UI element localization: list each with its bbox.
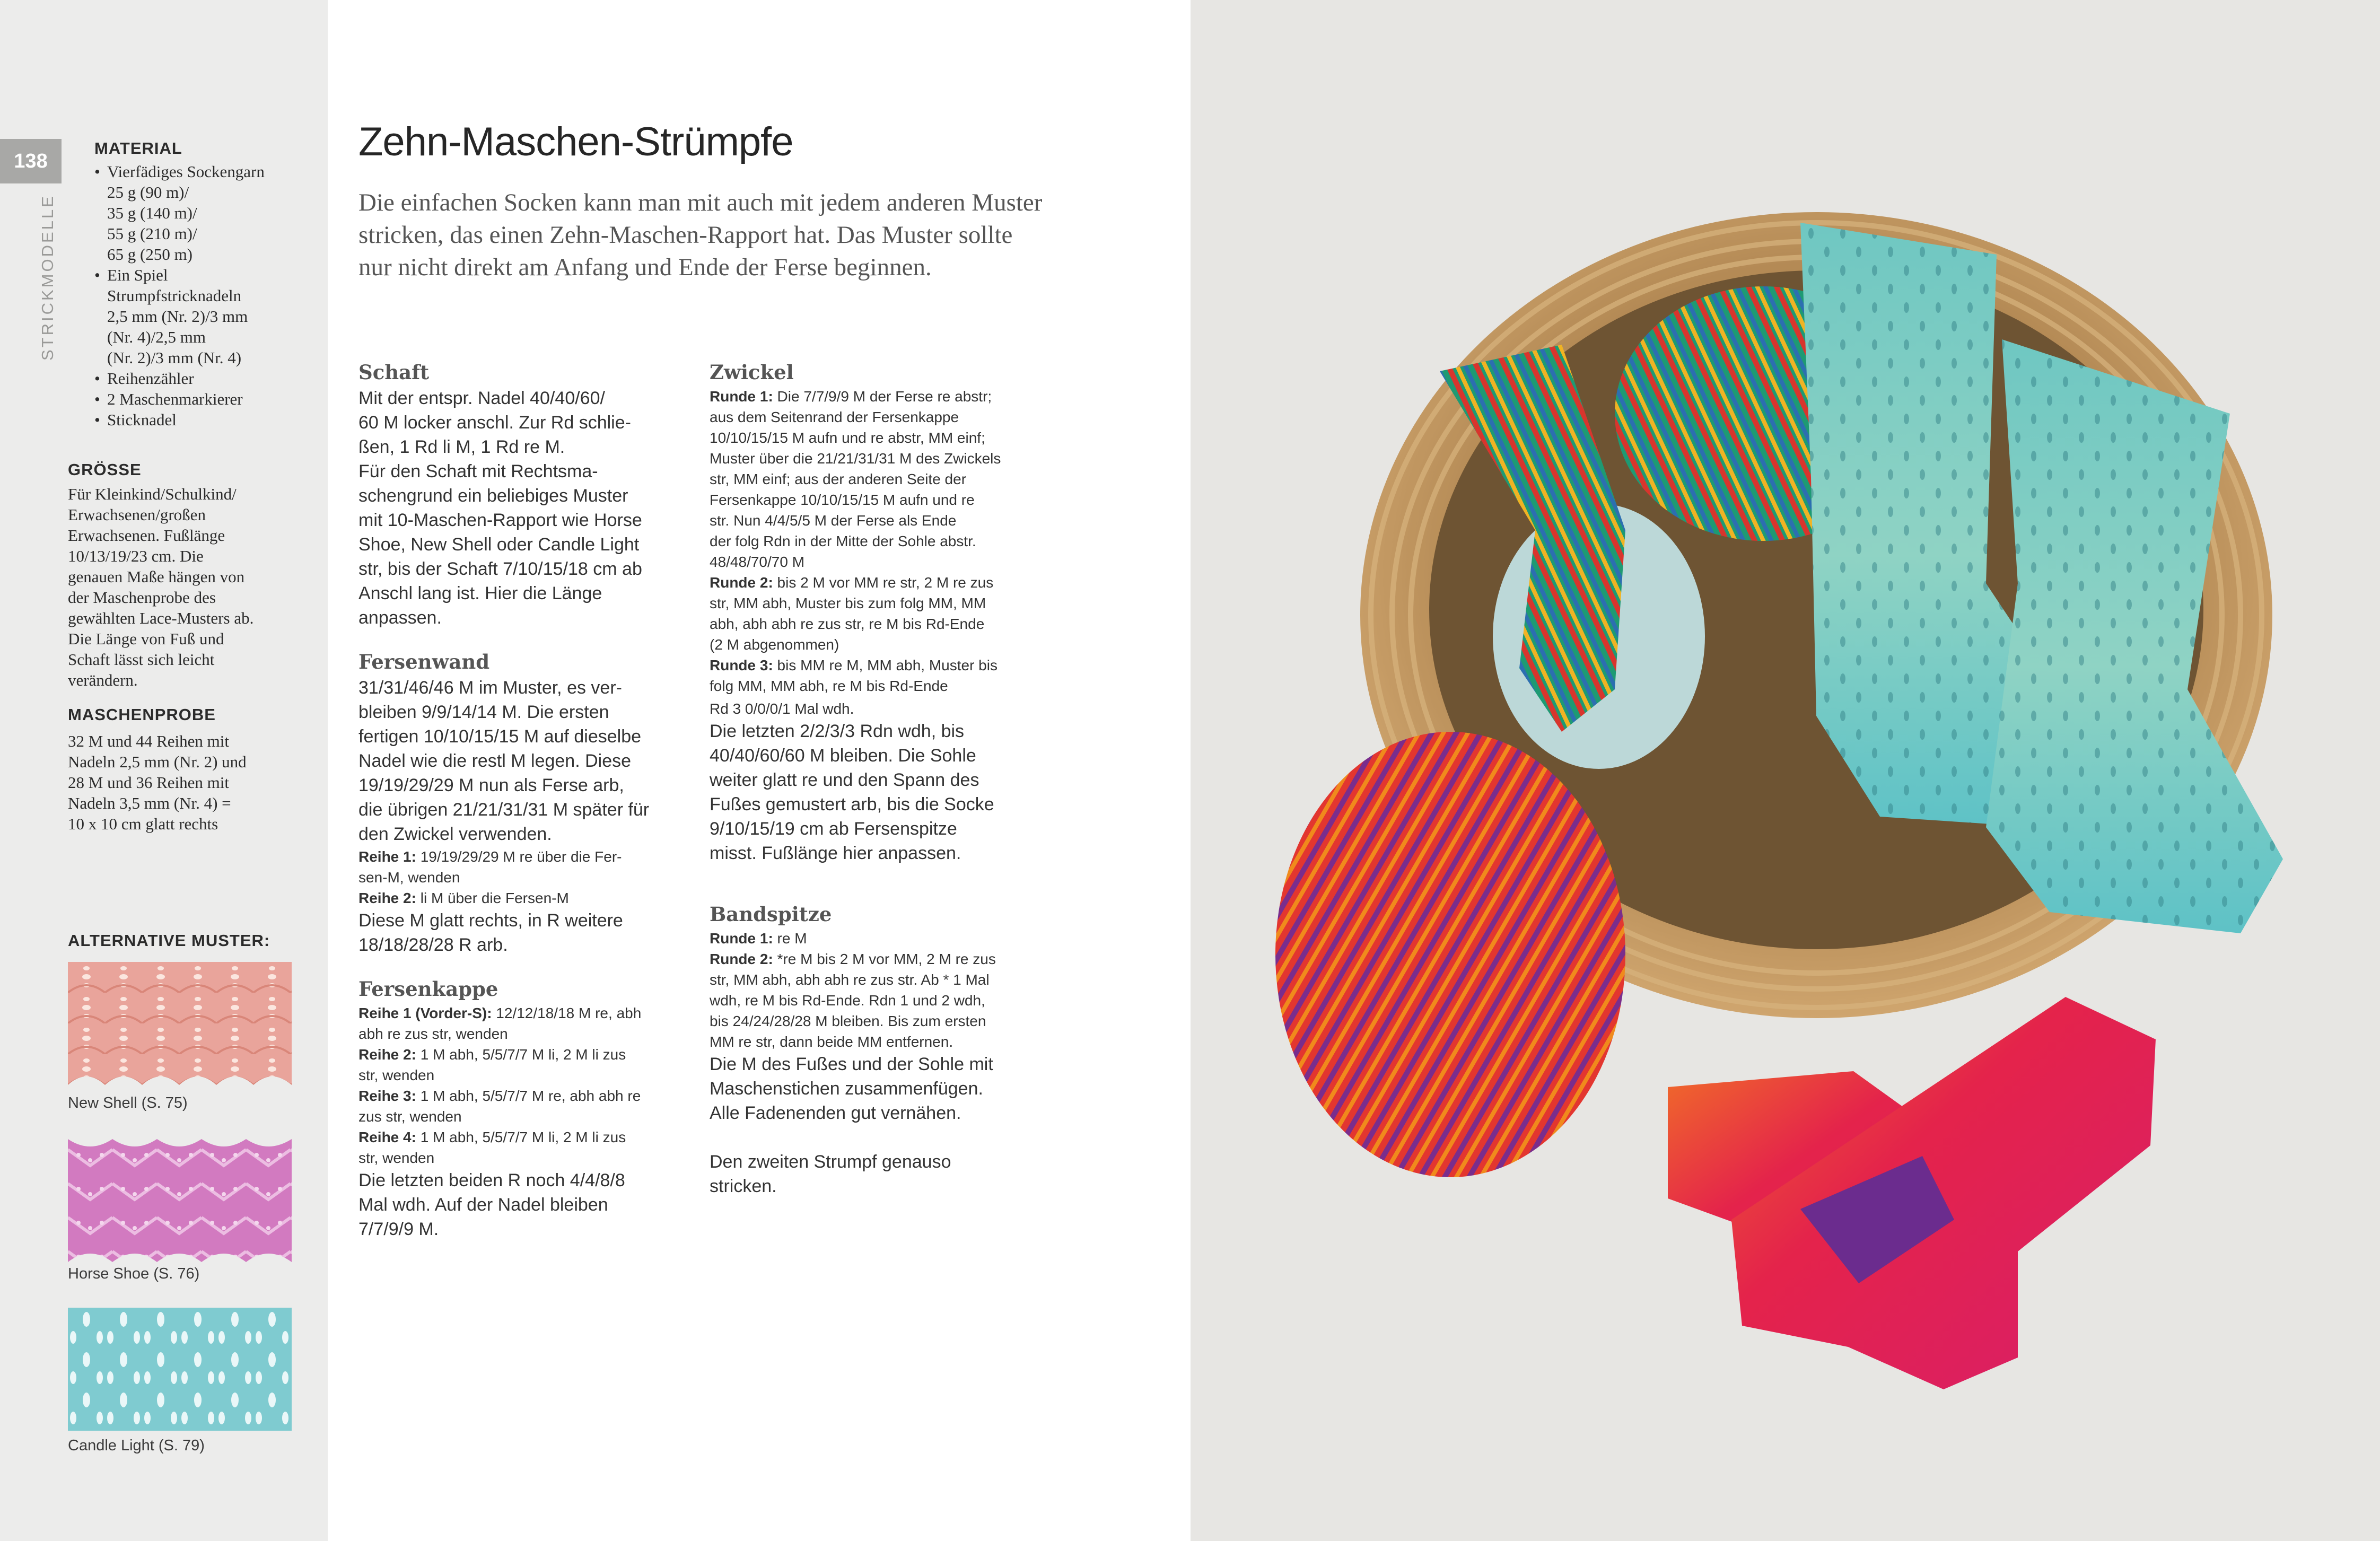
material-item: • Reihenzähler [94, 368, 322, 389]
material-item: • Sticknadel [94, 409, 322, 430]
new-shell-caption: New Shell (S. 75) [68, 1095, 188, 1111]
groesse-heading: GRÖSSE [68, 460, 142, 479]
fersenkappe-heading: Fersenkappe [358, 977, 498, 1001]
fersenwand-row: Reihe 2: li M über die Fersen-M [358, 890, 569, 906]
fersenwand-heading: Fersenwand [358, 650, 490, 673]
socks-photo [1191, 0, 2380, 1541]
page-title: Zehn-Maschen-Strümpfe [358, 119, 793, 164]
zwickel-repeat: Rd 3 0/0/0/1 Mal wdh. [710, 701, 854, 717]
fersenkappe-row: Reihe 4: 1 M abh, 5/5/7/7 M li, 2 M li zus str, wenden [358, 1129, 626, 1166]
groesse-text: Für Kleinkind/Schulkind/ Erwachsenen/großen Erwachsenen. Fußlänge 10/13/19/23 cm. Die genauen Maße hängen von der Maschenprobe des gewählten Lace-Musters ab. Die Länge von Fuß und Schaft lässt sich leicht verändern. [68, 485, 254, 689]
intro-text: Die einfachen Socken kann man mit auch mit jedem anderen Muster stricken, das einen Zehn-Maschen-Rapport hat. Das Muster sollte nur nicht direkt am Anfang und Ende der Ferse beginnen. [358, 189, 1043, 281]
candle-light-swatch [68, 1308, 292, 1431]
material-heading: MATERIAL [94, 139, 182, 157]
zwickel-row: Runde 1: Die 7/7/9/9 M der Ferse re abstr; aus dem Seitenrand der Fersenkappe 10/10/15/15 M aufn und re abstr, MM einf; Muster über die 21/21/31/31 M des Zwickels str, MM einf; aus der anderen Seite der Fersenkappe 10/10/15/15 M aufn und re str. Nun 4/4/5/5 M der Ferse als Ende der folg Rdn in der Mitte der Sohle abstr. 48/48/70/70 M [710, 388, 1001, 570]
column-left [358, 361, 687, 1241]
maschenprobe-text: 32 M und 44 Reihen mit Nadeln 2,5 mm (Nr. 2) und 28 M und 36 Reihen mit Nadeln 3,5 mm (Nr. 4) = 10 x 10 cm glatt rechts [68, 732, 247, 833]
zwickel-row: Runde 2: bis 2 M vor MM re str, 2 M re zus str, MM abh, Muster bis zum folg MM, MM abh, abh abh re zus str, re M bis Rd-Ende (2 M abgenommen) [710, 574, 994, 653]
schaft-text: Mit der entspr. Nadel 40/40/60/ 60 M locker anschl. Zur Rd schlie- ßen, 1 Rd li M, 1 Rd re M. Für den Schaft mit Rechtsma- schengrund ein beliebiges Muster mit 10-Maschen-Rapport wie Horse Shoe, New Shell oder Candle Light str, bis der Schaft 7/10/15/18 cm ab Anschl lang ist. Hier die Länge anpassen. [358, 388, 642, 628]
candle-light-caption: Candle Light (S. 79) [68, 1437, 205, 1454]
fersenkappe-row: Reihe 2: 1 M abh, 5/5/7/7 M li, 2 M li zus str, wenden [358, 1046, 626, 1083]
zwickel-row: Runde 3: bis MM re M, MM abh, Muster bis folg MM, MM abh, re M bis Rd-Ende [710, 657, 998, 694]
bandspitze-row: Runde 1: re M [710, 930, 807, 947]
alternatives-heading: ALTERNATIVE MUSTER: [68, 931, 270, 950]
bandspitze-row: Runde 2: *re M bis 2 M vor MM, 2 M re zus str, MM abh, abh abh re zus str. Ab * 1 Mal wdh, re M bis Rd-Ende. Rdn 1 und 2 wdh, bis 24/24/28/28 M bleiben. Bis zum ersten MM re str, dann beide MM entfernen. [710, 951, 996, 1050]
material-item: • Vierfädiges Sockengarn 25 g (90 m)/ 35 g (140 m)/ 55 g (210 m)/ 65 g (250 m) [94, 161, 322, 265]
schaft-heading: Schaft [358, 361, 430, 384]
horse-shoe-swatch [68, 1139, 292, 1262]
new-shell-swatch [68, 962, 292, 1085]
page-number: 138 [0, 139, 62, 183]
bandspitze-heading: Bandspitze [710, 903, 832, 926]
bandspitze-after: Die M des Fußes und der Sohle mit Maschenstichen zusammenfügen. Alle Fadenenden gut vernähen. [710, 1054, 993, 1123]
zwickel-after: Die letzten 2/2/3/3 Rdn wdh, bis 40/40/60/60 M bleiben. Die Sohle weiter glatt re und den Spann des Fußes gemustert arb, bis die Socke 9/10/15/19 cm ab Fersenspitze misst. Fußlänge hier anpassen. [710, 721, 994, 863]
fersenwand-after: Diese M glatt rechts, in R weitere 18/18/28/28 R arb. [358, 910, 623, 955]
fersenkappe-row: Reihe 3: 1 M abh, 5/5/7/7 M re, abh abh re zus str, wenden [358, 1088, 641, 1125]
section-label: STRICKMODELLE [38, 194, 57, 361]
fersenkappe-row: Reihe 1 (Vorder-S): 12/12/18/18 M re, abh abh re zus str, wenden [358, 1005, 642, 1042]
column-right [710, 361, 1049, 1198]
zwickel-heading: Zwickel [710, 361, 794, 384]
bandspitze-closing: Den zweiten Strumpf genauso stricken. [710, 1152, 951, 1196]
material-item: • 2 Maschenmarkierer [94, 389, 322, 409]
fersenwand-text: 31/31/46/46 M im Muster, es ver- bleiben 9/9/14/14 M. Die ersten fertigen 10/10/15/15 M auf dieselbe Nadel wie die restl M legen. Diese 19/19/29/29 M nun als Ferse arb, die übrigen 21/21/31/31 M später für den Zwickel verwenden. [358, 678, 650, 844]
material-item: • Ein Spiel Strumpfstricknadeln 2,5 mm (Nr. 2)/3 mm (Nr. 4)/2,5 mm (Nr. 2)/3 mm (Nr. 4) [94, 265, 322, 368]
horse-shoe-caption: Horse Shoe (S. 76) [68, 1265, 200, 1282]
material-list [94, 161, 322, 430]
fersenwand-row: Reihe 1: 19/19/29/29 M re über die Fer- sen-M, wenden [358, 848, 622, 886]
fersenkappe-after: Die letzten beiden R noch 4/4/8/8 Mal wdh. Auf der Nadel bleiben 7/7/9/9 M. [358, 1170, 625, 1239]
maschenprobe-heading: MASCHENPROBE [68, 705, 216, 724]
